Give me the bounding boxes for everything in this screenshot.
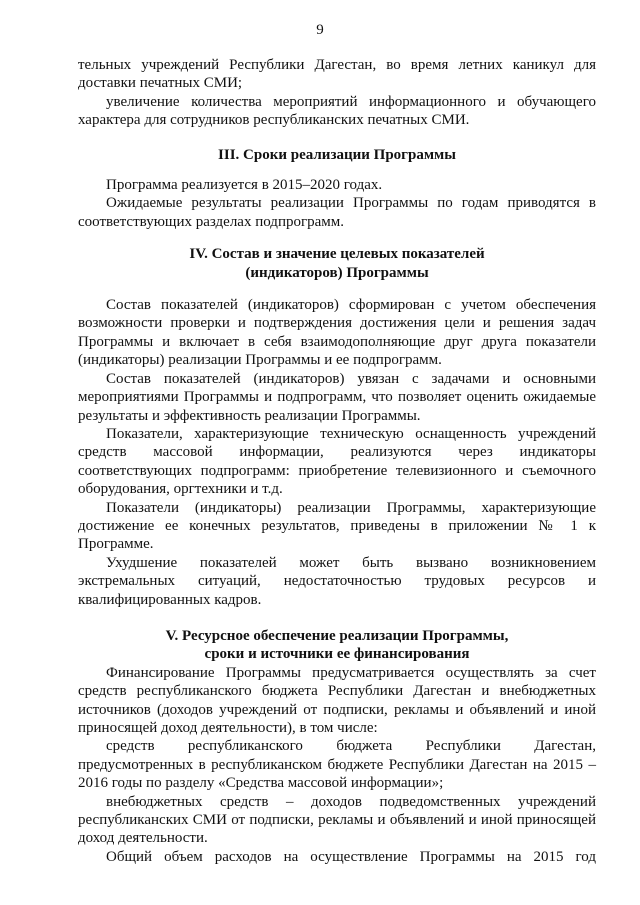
- paragraph: увеличение количества мероприятий информационного и обучающего характера для сотрудников республиканских печатных СМИ.: [78, 93, 596, 129]
- section-5-heading-line-1: V. Ресурсное обеспечение реализации Программы,: [165, 627, 509, 644]
- paragraph: Показатели (индикаторы) реализации Программы, характеризующие достижение ее конечных результатов, приведены в приложении № 1 к Программе.: [78, 499, 596, 553]
- paragraph: Показатели, характеризующие техническую оснащенность учреждений средств массовой информации, реализуются через индикаторы соответствующих подпрограмм: приобретение телевизионного и съемочного оборудования, оргтехники и т.д.: [78, 425, 596, 498]
- paragraph: Общий объем расходов на осуществление Программы на 2015 год: [106, 848, 596, 865]
- section-5-heading-line-2: сроки и источники ее финансирования: [204, 646, 470, 663]
- paragraph: Ожидаемые результаты реализации Программы по годам приводятся в соответствующих разделах подпрограмм.: [78, 195, 596, 230]
- paragraph: средств республиканского бюджета Республики Дагестан, предусмотренных в республиканском бюджете Республики Дагестан на 2015 – 2016 годы по разделу «Средства массовой информации»;: [78, 738, 596, 792]
- paragraph-continuation: тельных учреждений Республики Дагестан, во время летних каникул для доставки печатных СМИ;: [78, 57, 596, 92]
- section-3-heading: III. Сроки реализации Программы: [218, 146, 456, 163]
- document-body: [78, 56, 596, 866]
- paragraph: Программа реализуется в 2015–2020 годах.: [106, 177, 383, 194]
- paragraph: Состав показателей (индикаторов) сформирован с учетом обеспечения возможности проверки и подтверждения достижения цели и решения задач Программы и включает в себя взаимодополняющие друг друга показатели (индикаторы) реализации Программы и ее подпрограмм.: [78, 297, 596, 369]
- section-4-heading-line-2: (индикаторов) Программы: [245, 264, 429, 281]
- section-5-heading: [78, 627, 596, 664]
- section-4-heading-line-1: IV. Состав и значение целевых показателей: [189, 246, 485, 263]
- paragraph: Состав показателей (индикаторов) увязан с задачами и основными мероприятиями Программы и подпрограмм, что позволяет оценить ожидаемые результаты и эффективность реализации Программы.: [78, 370, 596, 424]
- paragraph: Ухудшение показателей может быть вызвано возникновением экстремальных ситуаций, недостаточностью трудовых ресурсов и квалифицированных кадров.: [78, 554, 596, 608]
- paragraph: внебюджетных средств – доходов подведомственных учреждений республиканских СМИ от подписки, рекламы и объявлений и иной приносящей доход деятельности.: [78, 793, 596, 847]
- page-number: 9: [316, 22, 324, 38]
- section-4-heading: [78, 245, 596, 282]
- paragraph: Финансирование Программы предусматривается осуществлять за счет средств республиканского бюджета Республики Дагестан и внебюджетных источников (доходов учреждений от подписки, рекламы и объявлений и иной приносящей доход деятельности), в том числе:: [78, 664, 596, 736]
